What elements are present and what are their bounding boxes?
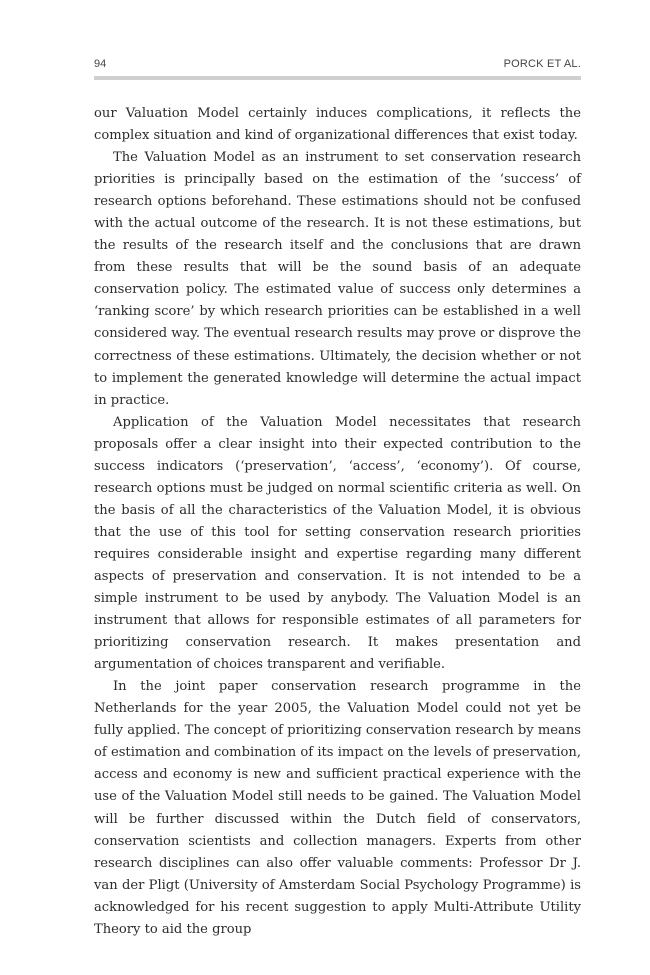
paragraph-continued: our Valuation Model certainly induces complications, it reflects the complex situation and kind of organizational differences that exist today. — [94, 106, 581, 144]
paragraph: In the joint paper conservation research programme in the Netherlands for the year 2005, the Valuation Model could not yet be fully applied. The concept of prioritizing conservation research by means of estimation and combination of its impact on the levels of preservation, access and economy is new and sufficient practical experience with the use of the Valuation Model still needs to be gained. The Valuation Model will be further discussed within the Dutch field of conservators, conservation scientists and collection managers. Experts from other research disciplines can also offer valuable comments: Professor Dr J. van der Pligt (University of Amsterdam Social Psychology Programme) is acknowledged for his recent suggestion to apply Multi-Attribute Utility Theory to aid the group — [94, 679, 581, 937]
body-text — [94, 103, 581, 941]
header-rule — [94, 76, 581, 80]
paragraph: The Valuation Model as an instrument to set conservation research priorities is principally based on the estimation of the ‘success’ of research options beforehand. These estimations should not be confused with the actual outcome of the research. It is not these estimations, but the results of the research itself and the conclusions that are drawn from these results that will be the sound basis of an adequate conservation policy. The estimated value of success only determines a ‘ranking score’ by which research priorities can be established in a well considered way. The eventual research results may prove or disprove the correctness of these estimations. Ultimately, the decision whether or not to implement the generated knowledge will determine the actual impact in practice. — [94, 150, 581, 408]
running-head-authors: PORCK ET AL. — [503, 58, 581, 70]
paragraph: Application of the Valuation Model necessitates that research proposals offer a clear insight into their expected contribution to the success indicators (‘preservation’, ‘access’, ‘economy’). Of course, research options must be judged on normal scientific criteria as well. On the basis of all the characteristics of the Valuation Model, it is obvious that the use of this tool for setting conservation research priorities requires considerable insight and expertise regarding many different aspects of preservation and conservation. It is not intended to be a simple instrument to be used by anybody. The Valuation Model is an instrument that allows for responsible estimates of all parameters for prioritizing conservation research. It makes presentation and argumentation of choices transparent and verifiable. — [94, 414, 581, 673]
running-header — [94, 58, 581, 74]
page-number: 94 — [94, 58, 107, 70]
